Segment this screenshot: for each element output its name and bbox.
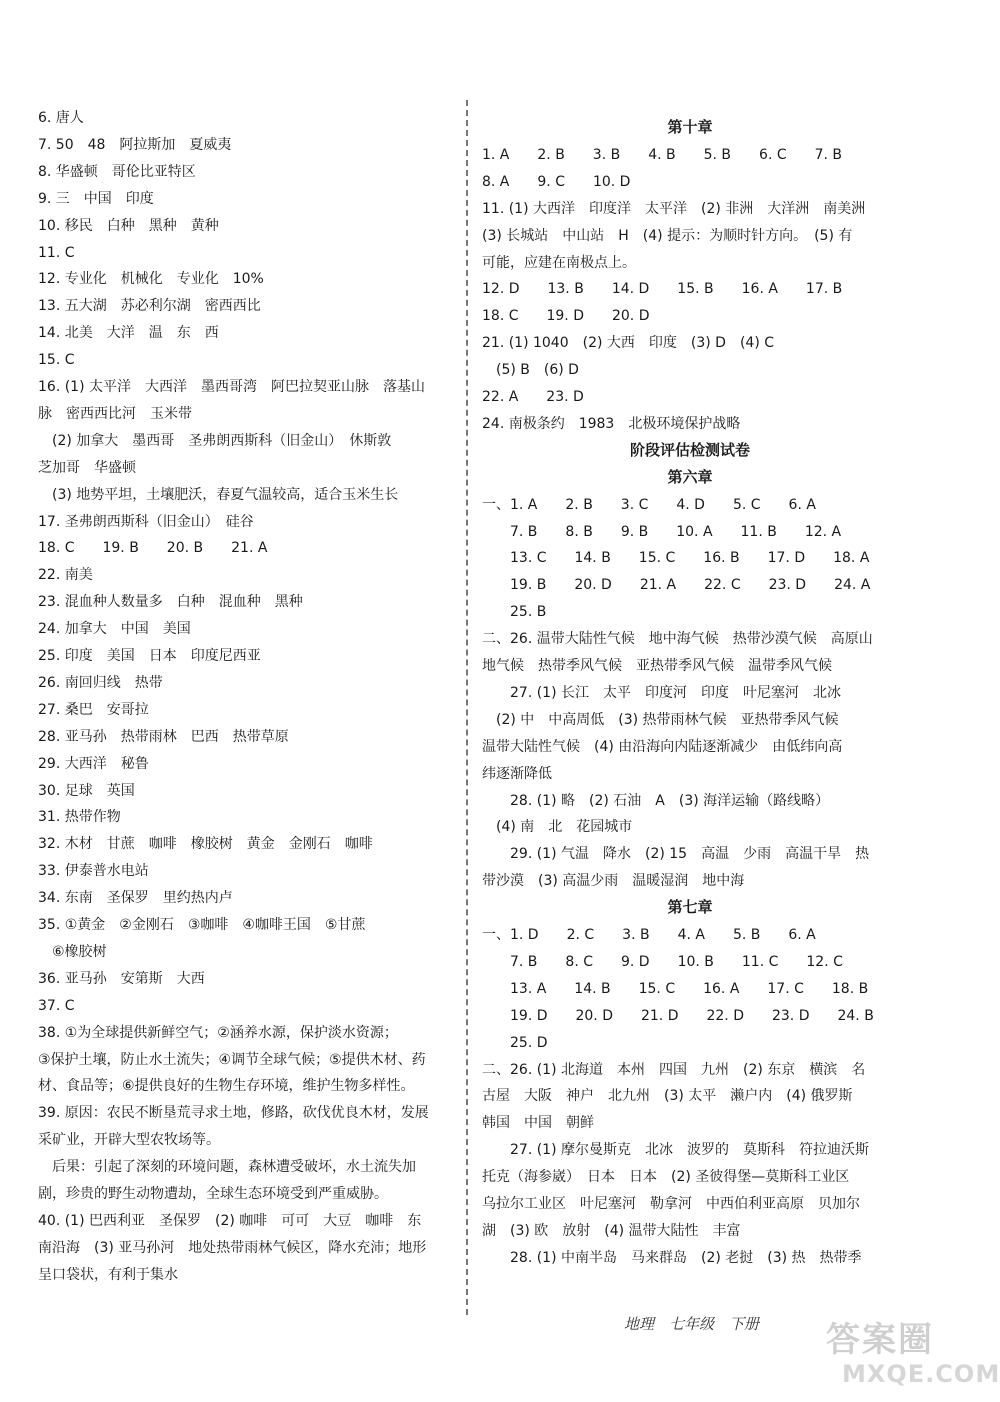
answer-line: 18. C 19. D 20. D [482,308,650,325]
section-heading: 第十章 [667,118,713,136]
answer-line: 8. A 9. C 10. D [482,173,631,190]
answer-line: 27. (1) 摩尔曼斯克 北冰 波罗的 莫斯科 符拉迪沃斯 [482,1142,869,1159]
answer-line: 二、26. 温带大陆性气候 地中海气候 热带沙漠气候 高原山 [482,631,873,648]
answer-line: 呈口袋状，有利于集水 [38,1266,178,1283]
answer-line: 纬逐渐降低 [482,765,552,782]
answer-line: 14. 北美 大洋 温 东 西 [38,325,219,342]
answer-line: 15. C [38,352,75,369]
answer-line: 托克（海参崴） 日本 日本 (2) 圣彼得堡—莫斯科工业区 [482,1169,850,1186]
answer-line: 10. 移民 白种 黑种 黄种 [38,217,219,234]
answer-line: 19. D 20. D 21. D 22. D 23. D 24. B [482,1007,874,1024]
answer-line: 材、食品等；⑥提供良好的生物生存环境，维护生物多样性。 [38,1078,415,1095]
answer-line: 湖 (3) 欧 放射 (4) 温带大陆性 丰富 [482,1222,741,1239]
answer-line: 古屋 大阪 神户 北九州 (3) 太平 濑户内 (4) 俄罗斯 [482,1088,853,1105]
answer-line: 8. 华盛顿 哥伦比亚特区 [38,163,196,180]
answer-line: 一、1. A 2. B 3. C 4. D 5. C 6. A [482,496,816,513]
answer-line: 后果：引起了深刻的环境问题，森林遭受破坏，水土流失加 [38,1159,416,1176]
answer-line: 25. D [482,1034,548,1051]
answer-line: 带沙漠 (3) 高温少雨 温暖湿润 地中海 [482,873,745,890]
answer-line: 19. B 20. D 21. A 22. C 23. D 24. A [482,577,871,594]
answer-line: 韩国 中国 朝鲜 [482,1115,594,1132]
answer-line: 28. 亚马孙 热带雨林 巴西 热带草原 [38,728,289,745]
answer-line: 17. 圣弗朗西斯科（旧金山） 硅谷 [38,513,254,530]
answer-line: 27. (1) 长江 太平 印度河 印度 叶尼塞河 北冰 [482,684,841,701]
answer-line: 乌拉尔工业区 叶尼塞河 勒拿河 中西伯利亚高原 贝加尔 [482,1196,860,1212]
answer-line: 11. (1) 大西洋 印度洋 太平洋 (2) 非洲 大洋洲 南美洲 [482,200,866,217]
answer-line: 11. C [38,244,75,261]
answer-line: 9. 三 中国 印度 [38,190,154,207]
watermark-logo-text: 答案圈 [826,1320,934,1360]
answer-line: 地气候 热带季风气候 亚热带季风气候 温带季风气候 [482,658,832,674]
answer-line: 40. (1) 巴西利亚 圣保罗 (2) 咖啡 可可 大豆 咖啡 东 [38,1212,422,1229]
answer-line: 一、1. D 2. C 3. B 4. A 5. B 6. A [482,927,816,943]
column-divider [466,100,468,1315]
answer-line: 温带大陆性气候 (4) 由沿海向内陆逐渐减少 由低纬向高 [482,738,843,755]
answer-line: 24. 加拿大 中国 美国 [38,621,191,638]
answer-line: 7. B 8. B 9. B 10. A 11. B 12. A [482,523,842,540]
answer-line: 6. 唐人 [38,110,84,126]
answer-line: 29. 大西洋 秘鲁 [38,755,149,772]
answer-line: 34. 东南 圣保罗 里约热内卢 [38,890,233,907]
answer-line: 1. A 2. B 3. B 4. B 5. B 6. C 7. B [482,146,843,163]
answer-line: 25. 印度 美国 日本 印度尼西亚 [38,648,261,664]
answer-line: 12. D 13. B 14. D 15. B 16. A 17. B [482,281,843,298]
answer-line: 13. A 14. B 15. C 16. A 17. C 18. B [482,980,869,997]
section-heading: 第六章 [667,467,713,486]
watermark-url: MXQE.COM [842,1360,1000,1388]
answer-line: (3) 长城站 中山站 H (4) 提示：为顺时针方向。 (5) 有 [482,227,853,244]
answer-line: (3) 地势平坦，土壤肥沃，春夏气温较高，适合玉米生长 [38,486,399,503]
site-watermark [820,1308,998,1398]
answer-line: 35. ①黄金 ②金刚石 ③咖啡 ④咖啡王国 ⑤甘蔗 [38,917,366,933]
answer-line: 可能，应建在南极点上。 [482,254,636,271]
answer-line: (2) 加拿大 墨西哥 圣弗朗西斯科（旧金山） 休斯敦 [38,432,392,449]
answer-line: 芝加哥 华盛顿 [38,459,136,476]
answer-line: (4) 南 北 花园城市 [482,819,633,836]
answer-line: 南沿海 (3) 亚马孙河 地处热带雨林气候区，降水充沛；地形 [38,1239,427,1256]
answer-line: 29. (1) 气温 降水 (2) 15 高温 少雨 高温干旱 热 [482,846,870,863]
answer-line: 31. 热带作物 [38,809,121,826]
footer-label: 地理 七年级 下册 [624,1315,760,1333]
answer-line: 12. 专业化 机械化 专业化 10% [38,271,264,288]
answer-line: 13. C 14. B 15. C 16. B 17. D 18. A [482,550,870,567]
answer-line: 36. 亚马孙 安第斯 大西 [38,970,205,987]
answer-line: 28. (1) 略 (2) 石油 A (3) 海洋运输（路线略） [482,792,830,809]
answer-line: 13. 五大湖 苏必利尔湖 密西西比 [38,298,261,315]
section-heading: 阶段评估检测试卷 [629,440,750,459]
answer-line: 37. C [38,997,75,1014]
answer-line: 21. (1) 1040 (2) 大西 印度 (3) D (4) C [482,335,775,352]
answer-line: 剧，珍贵的野生动物遭劫，全球生态环境受到严重威胁。 [38,1186,388,1202]
answer-line: 33. 伊泰普水电站 [38,863,149,880]
answer-line: ⑥橡胶树 [38,943,107,960]
answer-line: 26. 南回归线 热带 [38,674,163,691]
answer-line: 39. 原因：农民不断垦荒寻求土地，修路，砍伐优良木材，发展 [38,1105,429,1122]
answer-line: 16. (1) 太平洋 大西洋 墨西哥湾 阿巴拉契亚山脉 落基山 [38,379,425,395]
answer-line: 22. 南美 [38,567,93,584]
answer-line: 28. (1) 中南半岛 马来群岛 (2) 老挝 (3) 热 热带季 [482,1249,862,1266]
answer-line: 采矿业，开辟大型农牧场等。 [38,1132,220,1149]
answer-line: 23. 混血种人数量多 白种 混血种 黑种 [38,594,303,611]
section-heading: 第七章 [667,898,713,917]
answer-line: 7. 50 48 阿拉斯加 夏威夷 [38,136,232,153]
answer-line: (2) 中 中高周低 (3) 热带雨林气候 亚热带季风气候 [482,711,839,728]
answer-line: 二、26. (1) 北海道 本州 四国 九州 (2) 东京 横滨 名 [482,1061,866,1078]
answer-line: 32. 木材 甘蔗 咖啡 橡胶树 黄金 金刚石 咖啡 [38,836,373,853]
answer-line: 脉 密西西比河 玉米带 [38,405,192,422]
answer-line: 18. C 19. B 20. B 21. A [38,540,268,557]
answer-line: 24. 南极条约 1983 北极环境保护战略 [482,415,741,432]
answer-line: ③保护土壤，防止水土流失；④调节全球气候；⑤提供木材、药 [38,1051,426,1068]
answer-line: 38. ①为全球提供新鲜空气；②涵养水源，保护淡水资源； [38,1024,398,1041]
answer-line: 30. 足球 英国 [38,782,135,799]
answer-line: 27. 桑巴 安哥拉 [38,701,149,718]
answer-line: 25. B [482,604,547,621]
answer-line: (5) B (6) D [482,362,579,379]
answer-line: 22. A 23. D [482,389,584,405]
answer-line: 7. B 8. C 9. D 10. B 11. C 12. C [482,953,843,970]
